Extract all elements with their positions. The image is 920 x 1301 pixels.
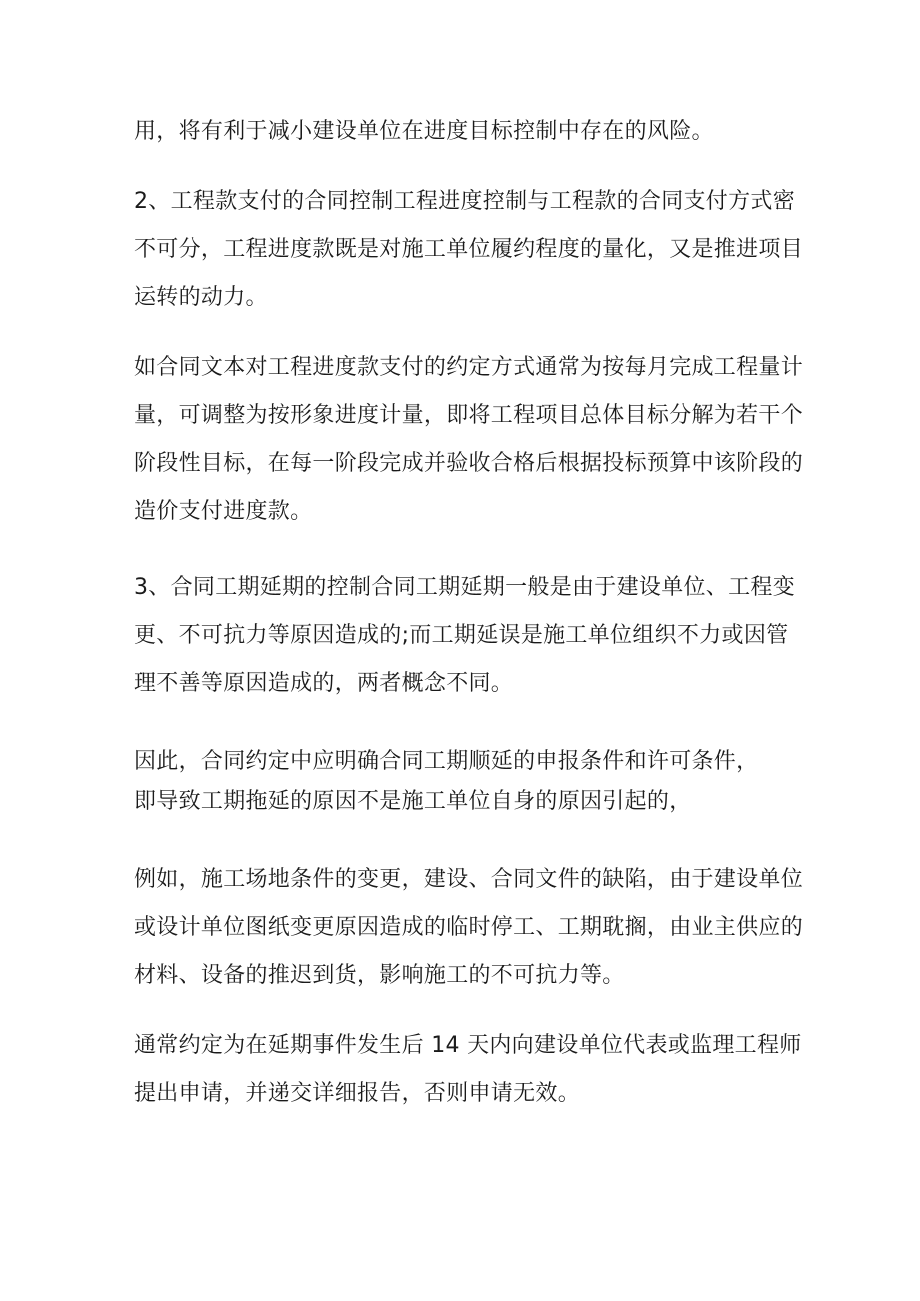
paragraph-6 <box>134 856 804 1000</box>
text-line: 不可分，工程进度款既是对施工单位履约程度的量化，又是推进项目 <box>134 237 804 262</box>
text-line: 阶段性目标，在每一阶段完成并验收合格后根据投标预算中该阶段的 <box>134 451 804 476</box>
text-line: 材料、设备的推迟到货，影响施工的不可抗力等。 <box>134 963 625 988</box>
text-line: 3、合同工期延期的控制合同工期延期一般是由于建设单位、工程变 <box>134 575 795 600</box>
text-line: 用，将有利于减小建设单位在进度目标控制中存在的风险。 <box>134 119 714 144</box>
text-line: 例如，施工场地条件的变更，建设、合同文件的缺陷，由于建设单位 <box>134 867 804 892</box>
text-line: 更、不可抗力等原因造成的;而工期延误是施工单位组织不力或因管 <box>134 623 789 648</box>
text-line: 即导致工期拖延的原因不是施工单位自身的原因引起的， <box>134 789 692 814</box>
text-line: 或设计单位图纸变更原因造成的临时停工、工期耽搁，由业主供应的 <box>134 915 804 940</box>
paragraph-4 <box>134 564 794 708</box>
text-line: 通常约定为在延期事件发生后 14 天内向建设单位代表或监理工程师 <box>134 1033 802 1058</box>
text-line: 2、工程款支付的合同控制工程进度控制与工程款的合同支付方式密 <box>134 189 795 214</box>
paragraph-5 <box>134 742 794 822</box>
text-line: 造价支付进度款。 <box>134 499 313 524</box>
text-line: 因此，合同约定中应明确合同工期顺延的申报条件和许可条件， <box>134 749 759 774</box>
paragraph-3 <box>134 344 804 536</box>
text-line: 运转的动力。 <box>134 285 268 310</box>
paragraph-2 <box>134 178 804 322</box>
text-line: 提出申请，并递交详细报告，否则申请无效。 <box>134 1081 581 1106</box>
paragraph-7 <box>134 1022 802 1118</box>
text-line: 量，可调整为按形象进度计量，即将工程项目总体目标分解为若干个 <box>134 403 804 428</box>
paragraph-1 <box>134 108 794 156</box>
text-line: 如合同文本对工程进度款支付的约定方式通常为按每月完成工程量计 <box>134 355 804 380</box>
text-line: 理不善等原因造成的，两者概念不同。 <box>134 671 514 696</box>
